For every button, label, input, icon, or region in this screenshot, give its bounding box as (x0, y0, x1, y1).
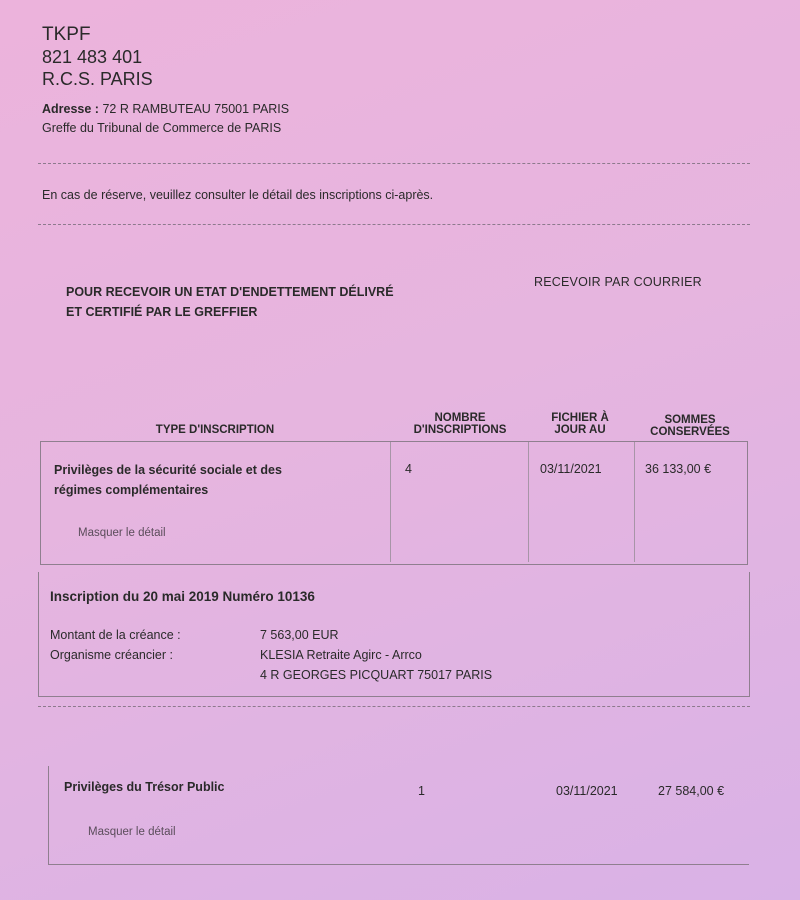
row1-hide-detail-link[interactable]: Masquer le détail (78, 527, 166, 539)
company-name: TKPF (42, 24, 91, 45)
row2-sum: 27 584,00 € (658, 784, 725, 798)
divider-inscription (38, 706, 750, 707)
col-divider (390, 442, 391, 562)
row1-type (54, 460, 282, 500)
header-updated (535, 412, 625, 436)
creditor-address: 4 R GEORGES PICQUART 75017 PARIS (260, 668, 493, 682)
header-updated-line-2: JOUR AU (554, 424, 606, 436)
header-sums (640, 414, 740, 438)
header-sums-line-1: SOMMES (664, 414, 716, 426)
greffe-name: Greffe du Tribunal de Commerce de PARIS (42, 121, 282, 135)
company-rcs: R.C.S. PARIS (42, 69, 153, 89)
amount-value: 7 563,00 EUR (260, 628, 339, 642)
cta-line-2: ET CERTIFIÉ PAR LE GREFFIER (66, 305, 258, 319)
creditor-name: KLESIA Retraite Agirc - Arrco (260, 648, 422, 662)
header-updated-line-1: FICHIER À (551, 412, 609, 424)
row1-type-line-1: Privilèges de la sécurité sociale et des (54, 463, 282, 477)
company-siren: 821 483 401 (42, 47, 143, 67)
divider-notice (38, 224, 750, 225)
header-sums-line-2: CONSERVÉES (650, 426, 730, 438)
address-value: 72 R RAMBUTEAU 75001 PARIS (102, 102, 290, 116)
creditor-label: Organisme créancier : (50, 648, 173, 662)
row1-sum: 36 133,00 € (645, 462, 712, 476)
reserve-notice: En cas de réserve, veuillez consulter le détail des inscriptions ci-après. (42, 188, 434, 202)
row1-type-line-2: régimes complémentaires (54, 483, 209, 497)
header-count (400, 412, 520, 436)
divider-top (38, 163, 750, 164)
row1-updated: 03/11/2021 (540, 462, 602, 476)
row2-updated: 03/11/2021 (556, 784, 618, 798)
col-divider (528, 442, 529, 562)
company-block (42, 24, 153, 90)
row2-type: Privilèges du Trésor Public (64, 780, 225, 794)
address-block (42, 100, 289, 138)
address-label: Adresse : (42, 102, 99, 116)
header-count-line-2: D'INSCRIPTIONS (413, 424, 507, 436)
header-type: TYPE D'INSCRIPTION (155, 424, 275, 436)
amount-label: Montant de la créance : (50, 628, 181, 642)
cta-line-1: POUR RECEVOIR UN ETAT D'ENDETTEMENT DÉLIVRÉ (66, 285, 394, 299)
inscription-labels (50, 625, 181, 665)
row2-count: 1 (418, 784, 425, 798)
inscription-title: Inscription du 20 mai 2019 Numéro 10136 (50, 589, 315, 604)
header-count-line-1: NOMBRE (434, 412, 486, 424)
inscription-values (260, 625, 492, 685)
receive-by-mail-link[interactable]: RECEVOIR PAR COURRIER (534, 275, 702, 289)
certified-cta (66, 282, 486, 322)
row2-hide-detail-link[interactable]: Masquer le détail (88, 826, 176, 838)
row1-count: 4 (405, 462, 412, 476)
col-divider (634, 442, 635, 562)
